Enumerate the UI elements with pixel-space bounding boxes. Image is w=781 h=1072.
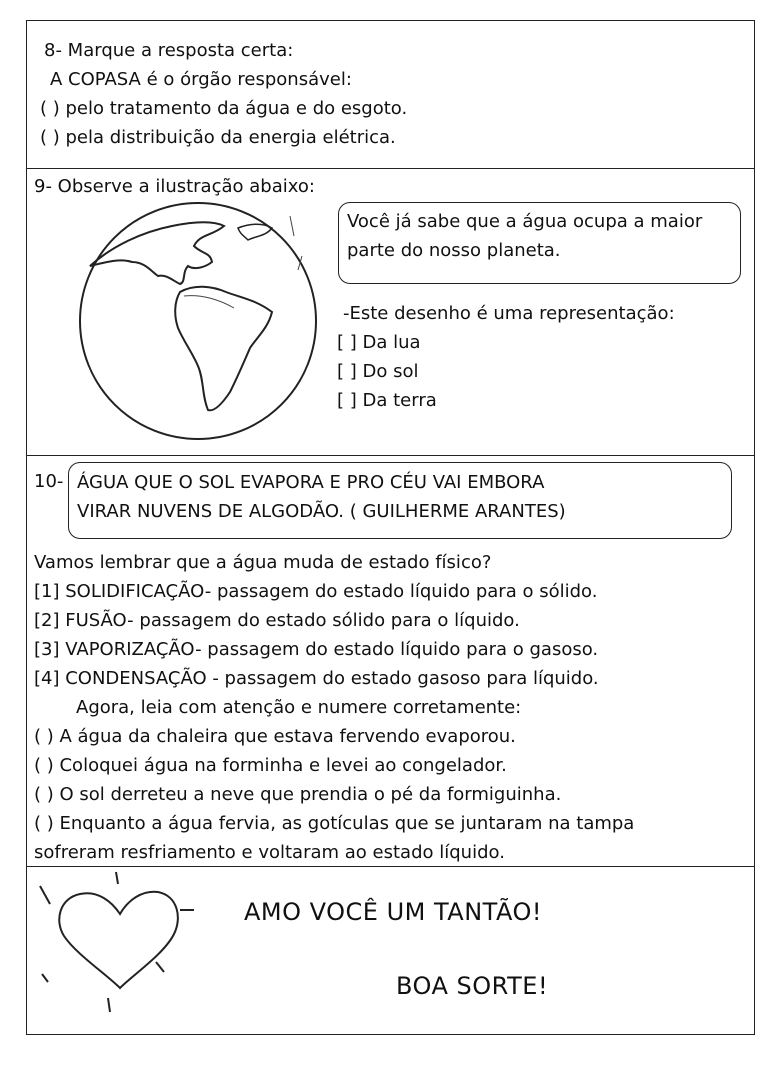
q10-state-1: [1] SOLIDIFICAÇÃO- passagem do estado líquido para o sólido. <box>34 581 598 602</box>
divider-q9-q10 <box>26 455 755 456</box>
earth-globe-illustration <box>62 196 334 446</box>
q9-option-sun[interactable]: [ ] Do sol <box>337 361 419 382</box>
q10-item-4-continued: sofreram resfriamento e voltaram ao estado líquido. <box>34 842 505 863</box>
q10-instruction: Agora, leia com atenção e numere corretamente: <box>76 697 522 718</box>
q10-state-2: [2] FUSÃO- passagem do estado sólido para o líquido. <box>34 610 520 631</box>
q10-item-2[interactable]: ( ) Coloquei água na forminha e levei ao congelador. <box>34 755 507 776</box>
q10-quote-box <box>68 462 732 539</box>
q9-title: 9- Observe a ilustração abaixo: <box>34 176 315 197</box>
q10-quote-line-1: ÁGUA QUE O SOL EVAPORA E PRO CÉU VAI EMBORA <box>77 472 545 493</box>
q8-title: 8- Marque a resposta certa: <box>44 40 294 61</box>
q8-statement: A COPASA é o órgão responsável: <box>50 69 352 90</box>
q8-option-2[interactable]: ( ) pela distribuição da energia elétrica. <box>40 127 396 148</box>
q10-item-1[interactable]: ( ) A água da chaleira que estava fervendo evaporou. <box>34 726 516 747</box>
footer-love-message: AMO VOCÊ UM TANTÃO! <box>244 898 542 926</box>
divider-q8-q9 <box>26 168 755 169</box>
q9-info-box <box>338 202 741 284</box>
q10-quote-line-2: VIRAR NUVENS DE ALGODÃO. ( GUILHERME ARANTES) <box>77 501 566 522</box>
q10-item-3[interactable]: ( ) O sol derreteu a neve que prendia o pé da formiguinha. <box>34 784 562 805</box>
q9-option-moon[interactable]: [ ] Da lua <box>337 332 421 353</box>
q8-option-1[interactable]: ( ) pelo tratamento da água e do esgoto. <box>40 98 408 119</box>
q9-prompt: -Este desenho é uma representação: <box>343 303 675 324</box>
q10-state-4: [4] CONDENSAÇÃO - passagem do estado gasoso para líquido. <box>34 668 599 689</box>
q9-option-earth[interactable]: [ ] Da terra <box>337 390 437 411</box>
q10-state-3: [3] VAPORIZAÇÃO- passagem do estado líquido para o gasoso. <box>34 639 599 660</box>
divider-q10-footer <box>26 866 755 867</box>
q10-item-4[interactable]: ( ) Enquanto a água fervia, as gotículas que se juntaram na tampa <box>34 813 635 834</box>
q10-intro: Vamos lembrar que a água muda de estado físico? <box>34 552 492 573</box>
q9-box-line-1: Você já sabe que a água ocupa a maior <box>347 211 703 232</box>
heart-icon <box>36 870 206 1020</box>
footer-good-luck: BOA SORTE! <box>396 972 549 1000</box>
q9-box-line-2: parte do nosso planeta. <box>347 240 561 261</box>
q10-number: 10- <box>34 471 64 492</box>
